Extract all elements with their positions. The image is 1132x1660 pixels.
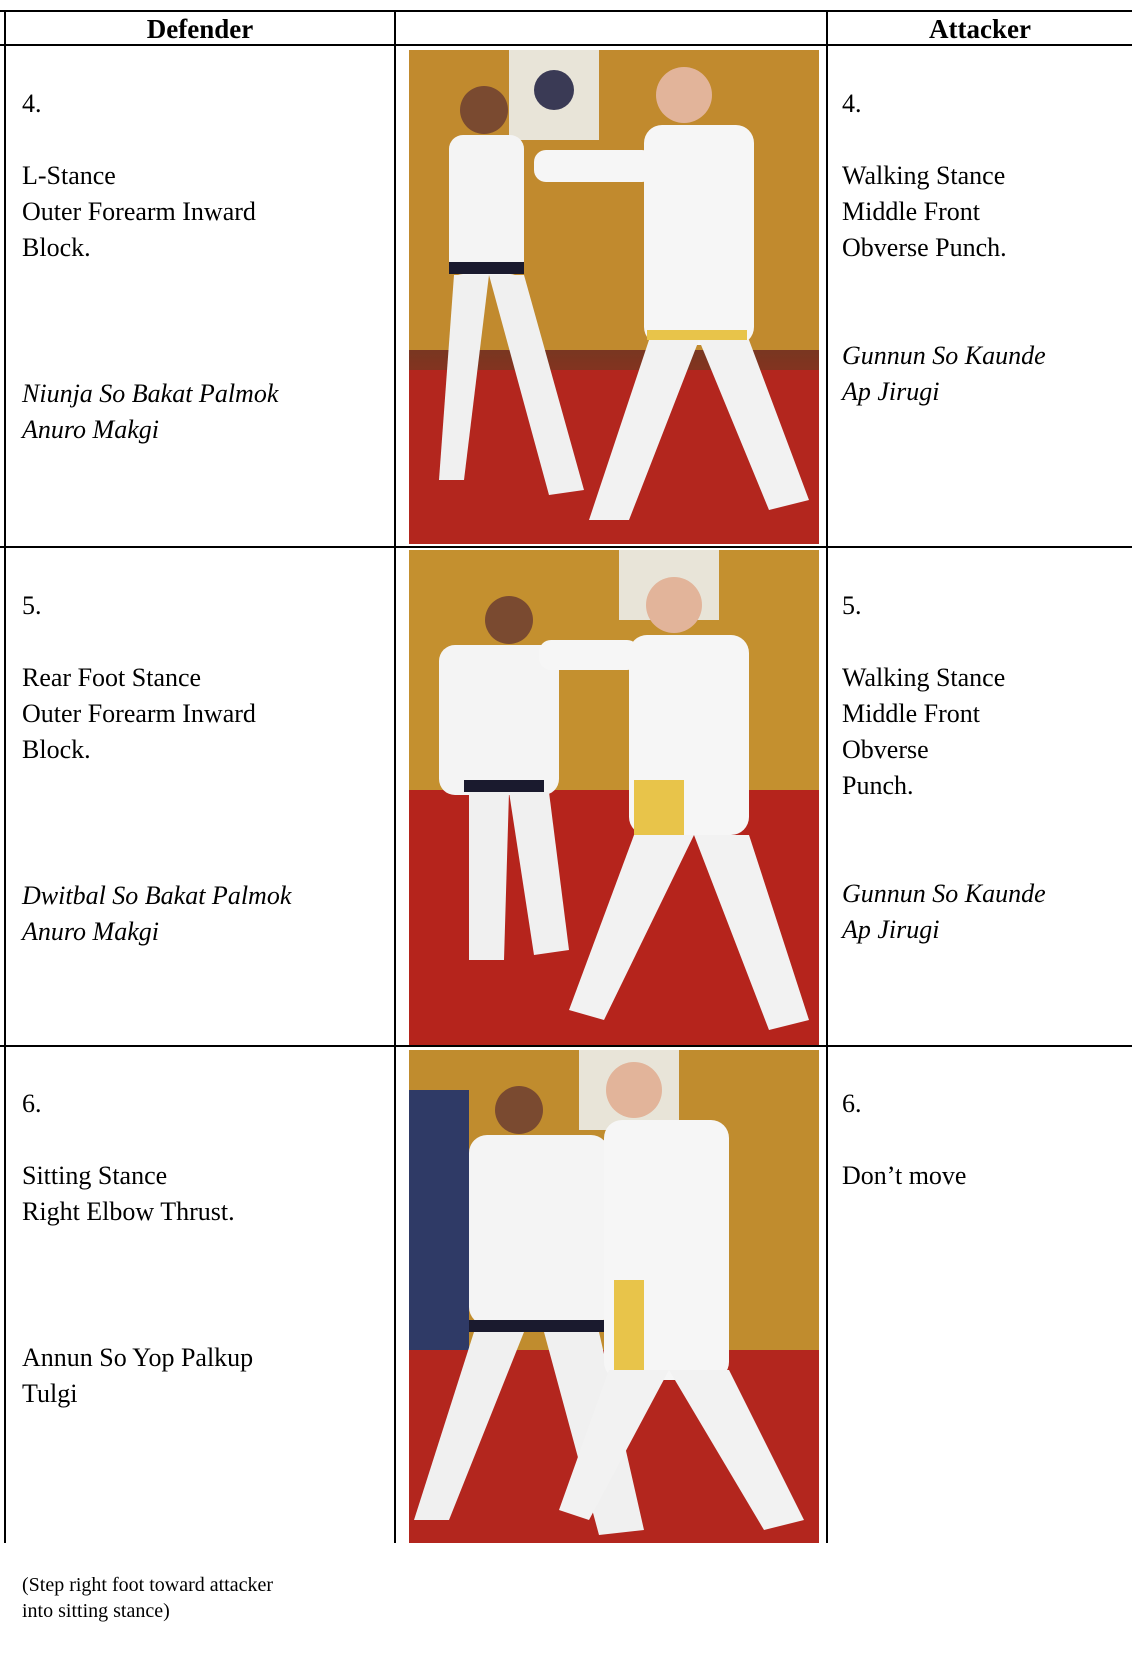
row5-attacker-number: 5. bbox=[842, 591, 862, 620]
row4-attacker-korean: Gunnun So Kaunde Ap Jirugi bbox=[842, 341, 1046, 406]
row5-attacker-description: Walking Stance Middle Front Obverse Punch. bbox=[842, 663, 1006, 800]
row4-defender-cell bbox=[22, 50, 392, 484]
row5-defender-cell bbox=[22, 552, 392, 986]
row6-photo bbox=[409, 1050, 819, 1543]
row5-defender-description: Rear Foot Stance Outer Forearm Inward Block. bbox=[22, 663, 256, 764]
table-rule-row4 bbox=[0, 546, 1132, 548]
row5-attacker-cell bbox=[842, 552, 1128, 984]
row6-defender-korean: Annun So Yop Palkup Tulgi bbox=[22, 1343, 254, 1408]
table-rule-mid1 bbox=[394, 10, 396, 1543]
row4-attacker-number: 4. bbox=[842, 89, 862, 118]
row4-defender-description: L-Stance Outer Forearm Inward Block. bbox=[22, 161, 256, 262]
row4-attacker-cell bbox=[842, 50, 1128, 446]
row6-attacker-description: Don’t move bbox=[842, 1161, 967, 1190]
row5-defender-korean: Dwitbal So Bakat Palmok Anuro Makgi bbox=[22, 881, 292, 946]
table-rule-row5 bbox=[0, 1045, 1132, 1047]
row4-defender-number: 4. bbox=[22, 89, 42, 118]
table-rule-mid2 bbox=[826, 10, 828, 1543]
row4-photo bbox=[409, 50, 819, 544]
row6-defender-description: Sitting Stance Right Elbow Thrust. bbox=[22, 1161, 235, 1226]
table-rule-top bbox=[0, 10, 1132, 12]
row5-photo bbox=[409, 550, 819, 1045]
header-defender: Defender bbox=[146, 14, 254, 44]
row4-defender-korean: Niunja So Bakat Palmok Anuro Makgi bbox=[22, 379, 279, 444]
row4-attacker-description: Walking Stance Middle Front Obverse Punch. bbox=[842, 161, 1007, 262]
row6-defender-cell bbox=[22, 1050, 392, 1660]
row6-defender-note: (Step right foot toward attacker into sitting stance) bbox=[22, 1574, 274, 1622]
header-attacker: Attacker bbox=[929, 14, 1031, 44]
row5-defender-number: 5. bbox=[22, 591, 42, 620]
row6-attacker-number: 6. bbox=[842, 1089, 862, 1118]
row5-attacker-korean: Gunnun So Kaunde Ap Jirugi bbox=[842, 879, 1046, 944]
row6-attacker-cell bbox=[842, 1050, 1128, 1230]
table-rule-left bbox=[4, 10, 6, 1543]
row6-defender-number: 6. bbox=[22, 1089, 42, 1118]
